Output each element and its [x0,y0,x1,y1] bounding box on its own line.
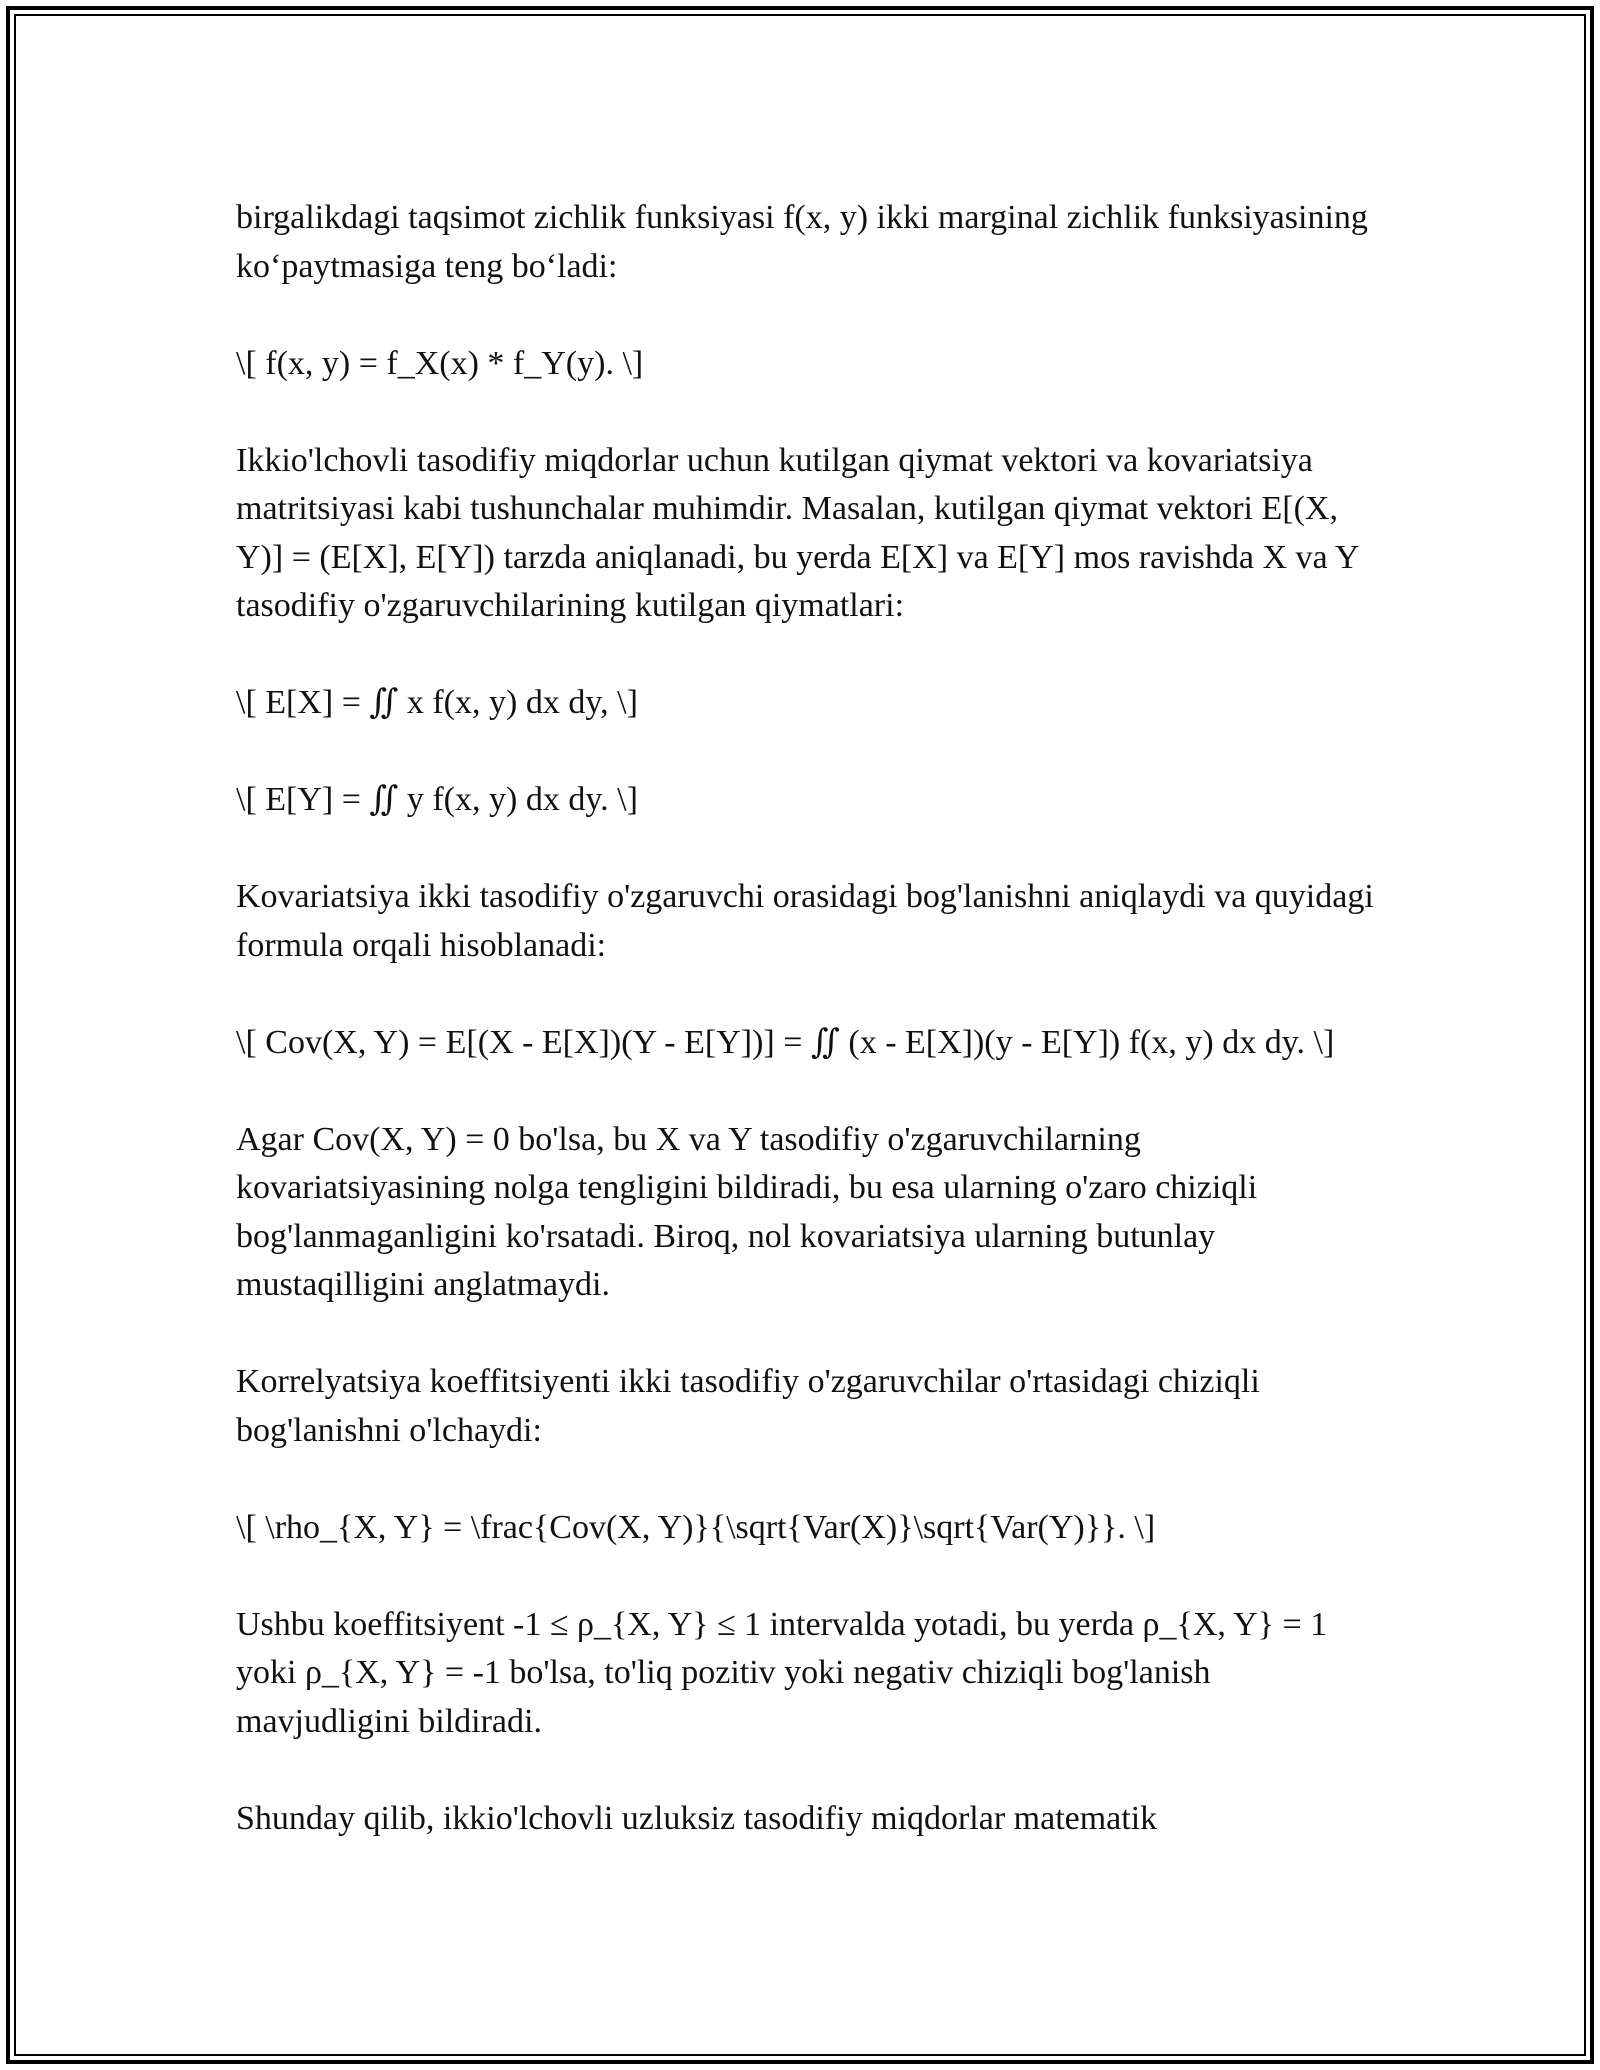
paragraph-conclusion: Shunday qilib, ikkio'lchovli uzluksiz tasodifiy miqdorlar matematik [236,1799,1158,1837]
formula-expected-y: \[ E[Y] = ∬ y f(x, y) dx dy. \] [236,781,638,818]
paragraph-correlation-intro: Korrelyatsiya koeffitsiyenti ikki tasodifiy o'zgaruvchilar o'rtasidagi chiziqli bog'lanishni o'lchaydi: [236,1363,1260,1449]
formula-joint-density: \[ f(x, y) = f_X(x) * f_Y(y). \] [236,344,644,382]
formula-correlation: \[ \rho_{X, Y} = \frac{Cov(X, Y)}{\sqrt{Var(X)}\sqrt{Var(Y)}}. \] [236,1508,1156,1546]
paragraph-independence-intro: birgalikdagi taqsimot zichlik funksiyasi f(x, y) ikki marginal zichlik funksiyasining ko‘paytmasiga teng bo‘ladi: [236,199,1368,285]
paragraph-covariance-intro: Kovariatsiya ikki tasodifiy o'zgaruvchi orasidagi bog'lanishni aniqlaydi va quyidagi formula orqali hisoblanadi: [236,878,1374,964]
paragraph-expected-vector: Ikkio'lchovli tasodifiy miqdorlar uchun kutilgan qiymat vektori va kovariatsiya matritsiyasi kabi tushunchalar muhimdir. Masalan, kutilgan qiymat vektori E[(X, Y)] = (E[X], E[Y]) tarzda aniqlanadi, bu yerda E[X] va E[Y] mos ravishda X va Y tasodifiy o'zgaruvchilarining kutilgan qiymatlari: [236,441,1359,624]
formula-covariance: \[ Cov(X, Y) = E[(X - E[X])(Y - E[Y])] = ∬ (x - E[X])(y - E[Y]) f(x, y) dx dy. \] [236,1023,1335,1061]
paragraph-correlation-range: Ushbu koeffitsiyent -1 ≤ ρ_{X, Y} ≤ 1 intervalda yotadi, bu yerda ρ_{X, Y} = 1 yoki ρ_{X, Y} = -1 bo'lsa, to'liq pozitiv yoki negativ chiziqli bog'lanish mavjudligini bildiradi. [236,1605,1328,1740]
document-body [236,194,1386,1843]
paragraph-zero-covariance: Agar Cov(X, Y) = 0 bo'lsa, bu X va Y tasodifiy o'zgaruvchilarning kovariatsiyasining nolga tengligini bildiradi, bu esa ularning o'zaro chiziqli bog'lanmaganligini ko'rsatadi. Biroq, nol kovariatsiya ularning butunlay mustaqilligini anglatmaydi. [236,1120,1258,1303]
formula-expected-x: \[ E[X] = ∬ x f(x, y) dx dy, \] [236,684,638,721]
page-frame [6,6,1594,2064]
